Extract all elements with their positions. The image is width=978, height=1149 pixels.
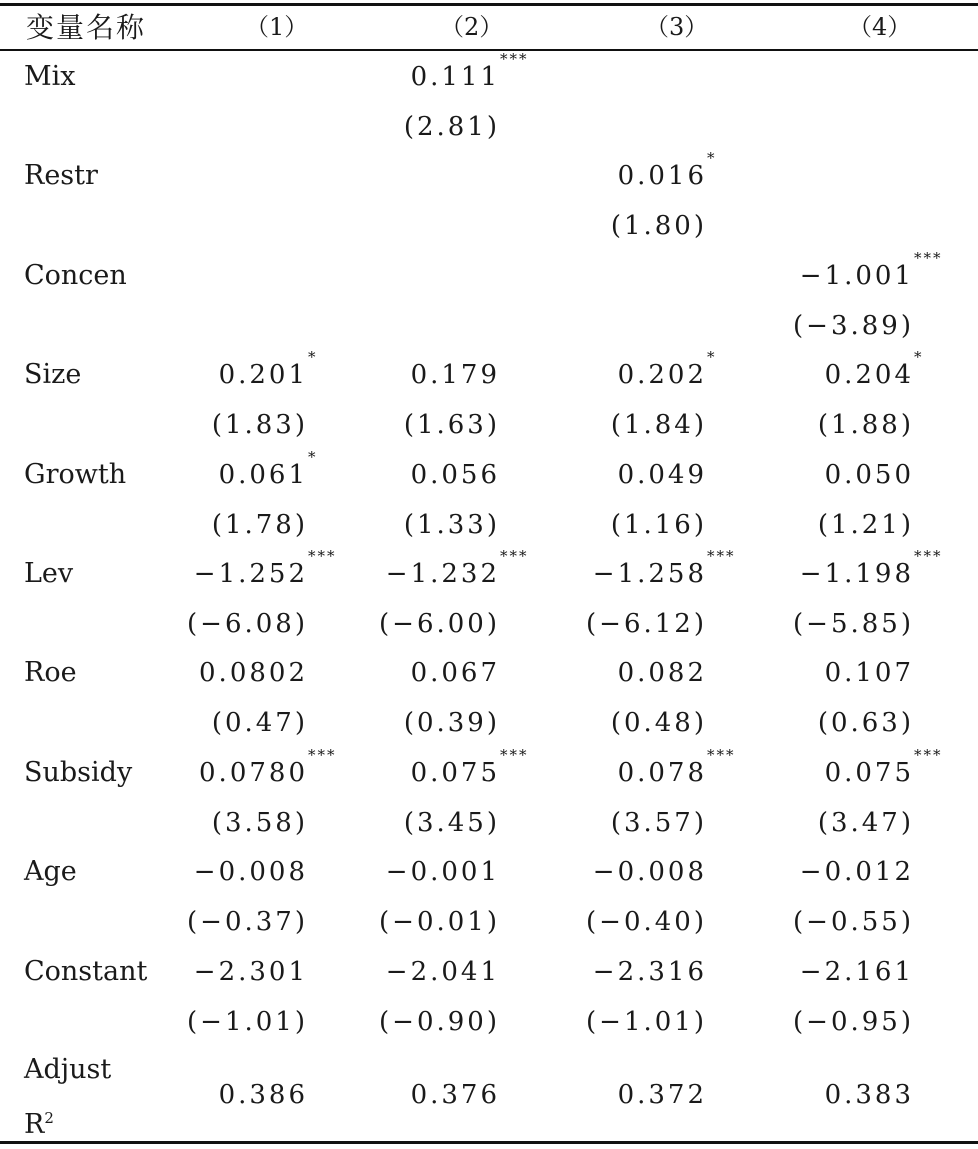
significance-stars: *** xyxy=(914,547,943,565)
r2-value-col2: 0.376 xyxy=(410,1080,500,1110)
significance-stars: *** xyxy=(707,745,736,764)
coefficient-cell xyxy=(410,745,529,798)
t-statistic: (1.21) xyxy=(817,509,914,540)
table-row xyxy=(0,52,978,152)
t-statistic: (3.47) xyxy=(817,807,914,838)
table-row xyxy=(0,947,978,1047)
table-row xyxy=(0,248,978,351)
row-label: Age xyxy=(24,856,77,888)
coefficient-value: −2.041 xyxy=(385,956,500,987)
coefficient-cell xyxy=(385,547,529,599)
coefficient-cell xyxy=(411,648,500,698)
header-column-3: （3） xyxy=(645,13,709,41)
t-statistic: (−6.08) xyxy=(187,609,308,639)
header-column-2: （2） xyxy=(440,13,504,41)
t-statistic: (1.78) xyxy=(211,509,308,540)
table-row xyxy=(0,549,978,649)
t-statistic: (−0.40) xyxy=(586,907,707,938)
t-statistic: (0.39) xyxy=(403,708,500,739)
coefficient-cell xyxy=(825,648,914,698)
coefficient-cell xyxy=(825,450,914,500)
significance-stars: *** xyxy=(914,248,943,267)
coefficient-value: −0.012 xyxy=(799,857,914,888)
table-header-rule xyxy=(0,49,978,51)
row-label: Subsidy xyxy=(24,756,133,788)
header-column-1: （1） xyxy=(245,13,309,41)
coefficient-value: −0.008 xyxy=(193,857,308,888)
significance-stars: *** xyxy=(308,745,337,764)
table-row xyxy=(0,151,978,251)
r2-value-col4: 0.383 xyxy=(824,1080,914,1110)
table-row xyxy=(0,447,978,550)
significance-stars: *** xyxy=(500,547,529,565)
t-statistic: (−1.01) xyxy=(187,1006,308,1037)
coefficient-cell xyxy=(824,745,943,798)
row-label: Constant xyxy=(24,955,148,987)
t-statistic: (3.45) xyxy=(403,807,500,838)
significance-stars: *** xyxy=(914,745,943,764)
row-label: Lev xyxy=(24,558,74,589)
t-statistic: (−0.37) xyxy=(187,907,308,938)
coefficient-cell xyxy=(593,847,707,897)
table-header xyxy=(0,6,978,49)
coefficient-cell xyxy=(411,350,500,400)
significance-stars: * xyxy=(308,348,318,367)
coefficient-value: 0.204 xyxy=(824,360,914,391)
coefficient-value: 0.075 xyxy=(410,757,500,788)
significance-stars: * xyxy=(707,348,717,367)
t-statistic: (0.47) xyxy=(211,708,308,739)
row-label: Concen xyxy=(24,259,127,291)
t-statistic: (−1.01) xyxy=(586,1006,707,1037)
t-statistic: (−5.85) xyxy=(793,609,914,639)
coefficient-value: 0.082 xyxy=(617,658,707,689)
coefficient-value: −2.301 xyxy=(193,956,308,987)
coefficient-value: 0.061 xyxy=(218,459,308,490)
significance-stars: *** xyxy=(500,745,529,764)
table-row xyxy=(0,648,978,748)
t-statistic: (−0.90) xyxy=(379,1006,500,1037)
coefficient-cell xyxy=(593,947,707,997)
t-statistic: (1.16) xyxy=(610,509,707,540)
coefficient-cell xyxy=(411,450,500,500)
r2-value-col3: 0.372 xyxy=(617,1080,707,1110)
t-statistic: (−6.12) xyxy=(586,609,707,639)
t-statistic: (−0.55) xyxy=(793,907,914,938)
coefficient-value: 0.056 xyxy=(410,459,500,490)
r2-value-col1: 0.386 xyxy=(218,1080,308,1110)
significance-stars: * xyxy=(707,149,717,168)
r2-superscript: 2 xyxy=(44,1109,54,1127)
coefficient-cell xyxy=(800,947,914,997)
header-variable-label: 变量名称 xyxy=(26,11,147,44)
significance-stars: * xyxy=(308,447,318,466)
row-label: Restr xyxy=(24,160,98,192)
significance-stars: *** xyxy=(500,50,529,68)
coefficient-value: 0.050 xyxy=(824,459,914,490)
t-statistic: (0.63) xyxy=(817,708,914,739)
coefficient-value: −2.161 xyxy=(799,956,914,987)
t-statistic: (−3.89) xyxy=(793,310,914,341)
r2-letter: R xyxy=(24,1109,45,1140)
coefficient-value: −1.001 xyxy=(799,260,914,291)
row-label: Roe xyxy=(24,657,77,689)
coefficient-cell xyxy=(799,547,943,599)
coefficient-value: 0.179 xyxy=(410,360,500,391)
coefficient-cell xyxy=(410,50,529,102)
coefficient-value: 0.078 xyxy=(617,757,707,788)
coefficient-cell xyxy=(824,348,924,400)
t-statistic: (−0.95) xyxy=(793,1006,914,1037)
coefficient-value: 0.0802 xyxy=(199,658,308,689)
coefficient-value: −1.232 xyxy=(385,559,500,589)
coefficient-cell xyxy=(618,450,707,500)
t-statistic: (1.83) xyxy=(211,410,308,441)
table-row xyxy=(0,847,978,947)
coefficient-cell xyxy=(386,847,500,897)
t-statistic: (−0.01) xyxy=(379,907,500,938)
table-row xyxy=(0,745,978,848)
coefficient-cell xyxy=(199,745,337,798)
coefficient-value: 0.067 xyxy=(410,658,500,689)
coefficient-cell xyxy=(199,648,308,698)
coefficient-cell xyxy=(194,947,308,997)
t-statistic: (−6.00) xyxy=(379,609,500,639)
table-bottom-rule xyxy=(0,1141,978,1144)
row-label-line1: Adjust xyxy=(24,1054,112,1085)
coefficient-cell xyxy=(194,847,308,897)
coefficient-value: −1.198 xyxy=(799,559,914,589)
coefficient-cell xyxy=(193,547,337,599)
coefficient-value: 0.049 xyxy=(617,459,707,490)
coefficient-cell xyxy=(386,947,500,997)
t-statistic: (1.84) xyxy=(610,410,707,441)
coefficient-value: 0.107 xyxy=(824,658,914,689)
coefficient-value: 0.202 xyxy=(617,360,707,391)
coefficient-cell xyxy=(617,745,736,798)
coefficient-value: −2.316 xyxy=(592,956,707,987)
coefficient-cell xyxy=(618,648,707,698)
row-label: Mix xyxy=(24,61,76,92)
header-column-4: （4） xyxy=(848,13,912,41)
row-label: Size xyxy=(24,359,82,391)
coefficient-value: −0.001 xyxy=(385,857,500,888)
coefficient-cell xyxy=(800,847,914,897)
t-statistic: (3.57) xyxy=(610,807,707,838)
t-statistic: (3.58) xyxy=(211,807,308,838)
coefficient-value: 0.201 xyxy=(218,360,308,391)
coefficient-value: 0.075 xyxy=(824,757,914,788)
table-row-adjusted-r2 xyxy=(0,1046,978,1142)
significance-stars: *** xyxy=(707,547,736,565)
coefficient-cell xyxy=(617,149,717,201)
significance-stars: *** xyxy=(308,547,337,565)
t-statistic: (1.63) xyxy=(403,410,500,441)
coefficient-value: 0.111 xyxy=(410,62,500,92)
coefficient-value: −1.252 xyxy=(193,559,308,589)
row-label: Growth xyxy=(24,458,127,490)
row-label-adjusted-r2 xyxy=(24,1046,111,1142)
coefficient-value: 0.016 xyxy=(617,161,707,192)
coefficient-cell xyxy=(592,547,736,599)
t-statistic: (1.33) xyxy=(403,509,500,540)
t-statistic: (1.80) xyxy=(610,211,707,242)
coefficient-value: −1.258 xyxy=(592,559,707,589)
coefficient-cell xyxy=(218,348,318,400)
t-statistic: (0.48) xyxy=(610,708,707,739)
coefficient-cell xyxy=(799,248,943,301)
t-statistic: (2.81) xyxy=(403,112,500,142)
significance-stars: * xyxy=(914,348,924,367)
t-statistic: (1.88) xyxy=(817,410,914,441)
coefficient-value: −0.008 xyxy=(592,857,707,888)
coefficient-value: 0.0780 xyxy=(199,757,308,788)
table-row xyxy=(0,350,978,450)
coefficient-cell xyxy=(218,447,318,500)
coefficient-cell xyxy=(617,348,717,400)
